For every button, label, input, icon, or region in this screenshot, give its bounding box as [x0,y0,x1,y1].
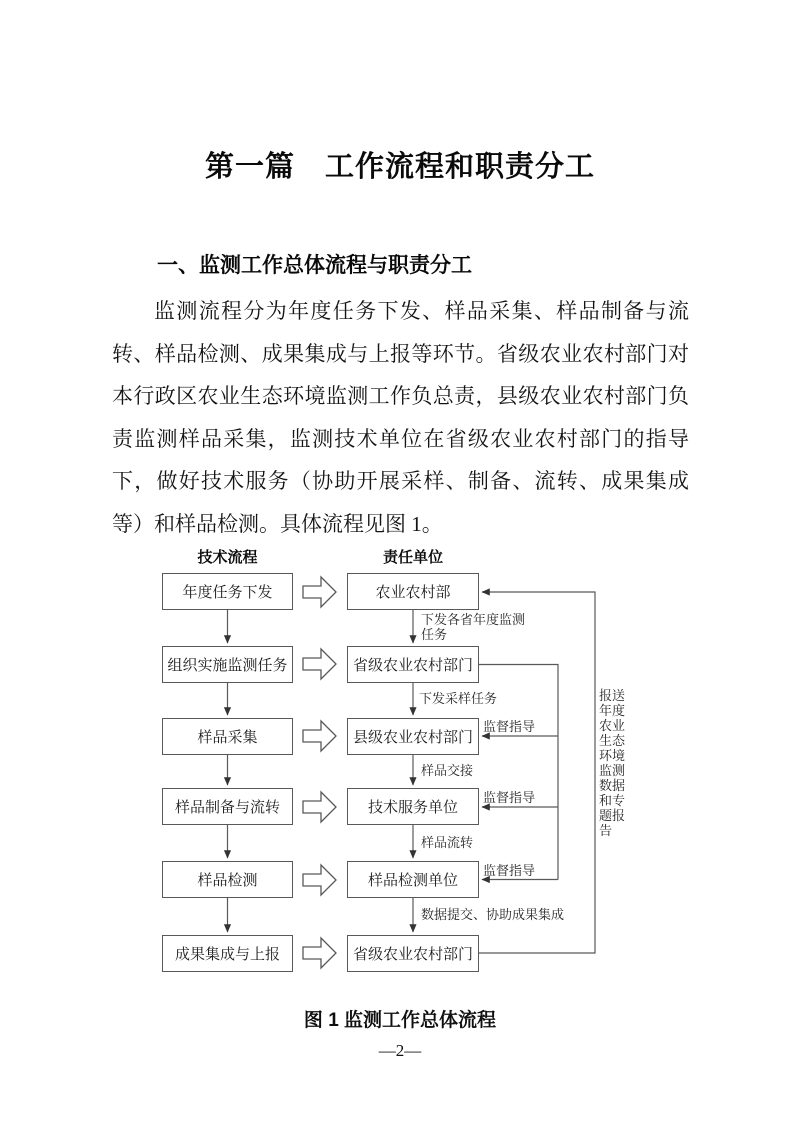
column-header-unit: 责任单位 [382,549,443,566]
unit-box-testing-unit: 样品检测单位 [347,861,479,898]
block-arrow [303,865,336,895]
edge-label-sample-transfer: 样品流转 [421,835,474,850]
block-arrow [303,577,336,607]
supervision-label: 监督指导 [483,790,536,805]
page-number: —2— [378,1041,422,1060]
block-arrow [303,721,336,751]
unit-box-provincial-dept: 省级农业农村部门 [347,646,479,683]
section-heading: 一、监测工作总体流程与职责分工 [157,254,472,277]
block-arrow [303,649,336,679]
column-header-process: 技术流程 [197,549,258,566]
flow-box-sample-testing: 样品检测 [162,861,293,898]
supervision-label: 监督指导 [483,719,536,734]
unit-box-provincial-dept-final: 省级农业农村部门 [347,935,479,972]
block-arrow [303,792,336,822]
edge-label-sampling-tasks: 下发采样任务 [419,691,498,706]
figure-caption: 图 1 监测工作总体流程 [303,1010,497,1031]
report-feedback-label: 报送年度农业生态环境监测数据和专题报告 [599,688,626,838]
flow-box-organize-monitoring: 组织实施监测任务 [162,646,293,683]
block-arrow [303,938,336,968]
flow-box-sample-prep-transfer: 样品制备与流转 [162,788,293,825]
edge-label-annual-monitoring-tasks: 下发各省年度监测任务 [421,612,526,642]
edge-label-sample-handover: 样品交接 [421,763,474,778]
body-paragraph: 监测流程分为年度任务下发、样品采集、样品制备与流转、样品检测、成果集成与上报等环节。省级农业农村部门对本行政区农业生态环境监测工作负总责，县级农业农村部门负责监测样品采集，监测技术单位在省级农业农村部门的指导下，做好技术服务（协助开展采样、制备、流转、成果集成等）和样品检测。具体流程见图 1。 [112,299,689,536]
supervision-label: 监督指导 [483,863,536,878]
document-title: 第一篇 工作流程和职责分工 [204,151,595,183]
flow-box-annual-task-issue: 年度任务下发 [162,573,293,610]
unit-box-tech-service: 技术服务单位 [347,788,479,825]
unit-box-county-dept: 县级农业农村部门 [347,718,479,755]
flow-box-results-reporting: 成果集成与上报 [162,935,293,972]
unit-box-ministry: 农业农村部 [347,573,479,610]
edge-label-data-submission: 数据提交、协助成果集成 [421,907,565,922]
report-connector [479,592,595,953]
flow-box-sample-collection: 样品采集 [162,718,293,755]
